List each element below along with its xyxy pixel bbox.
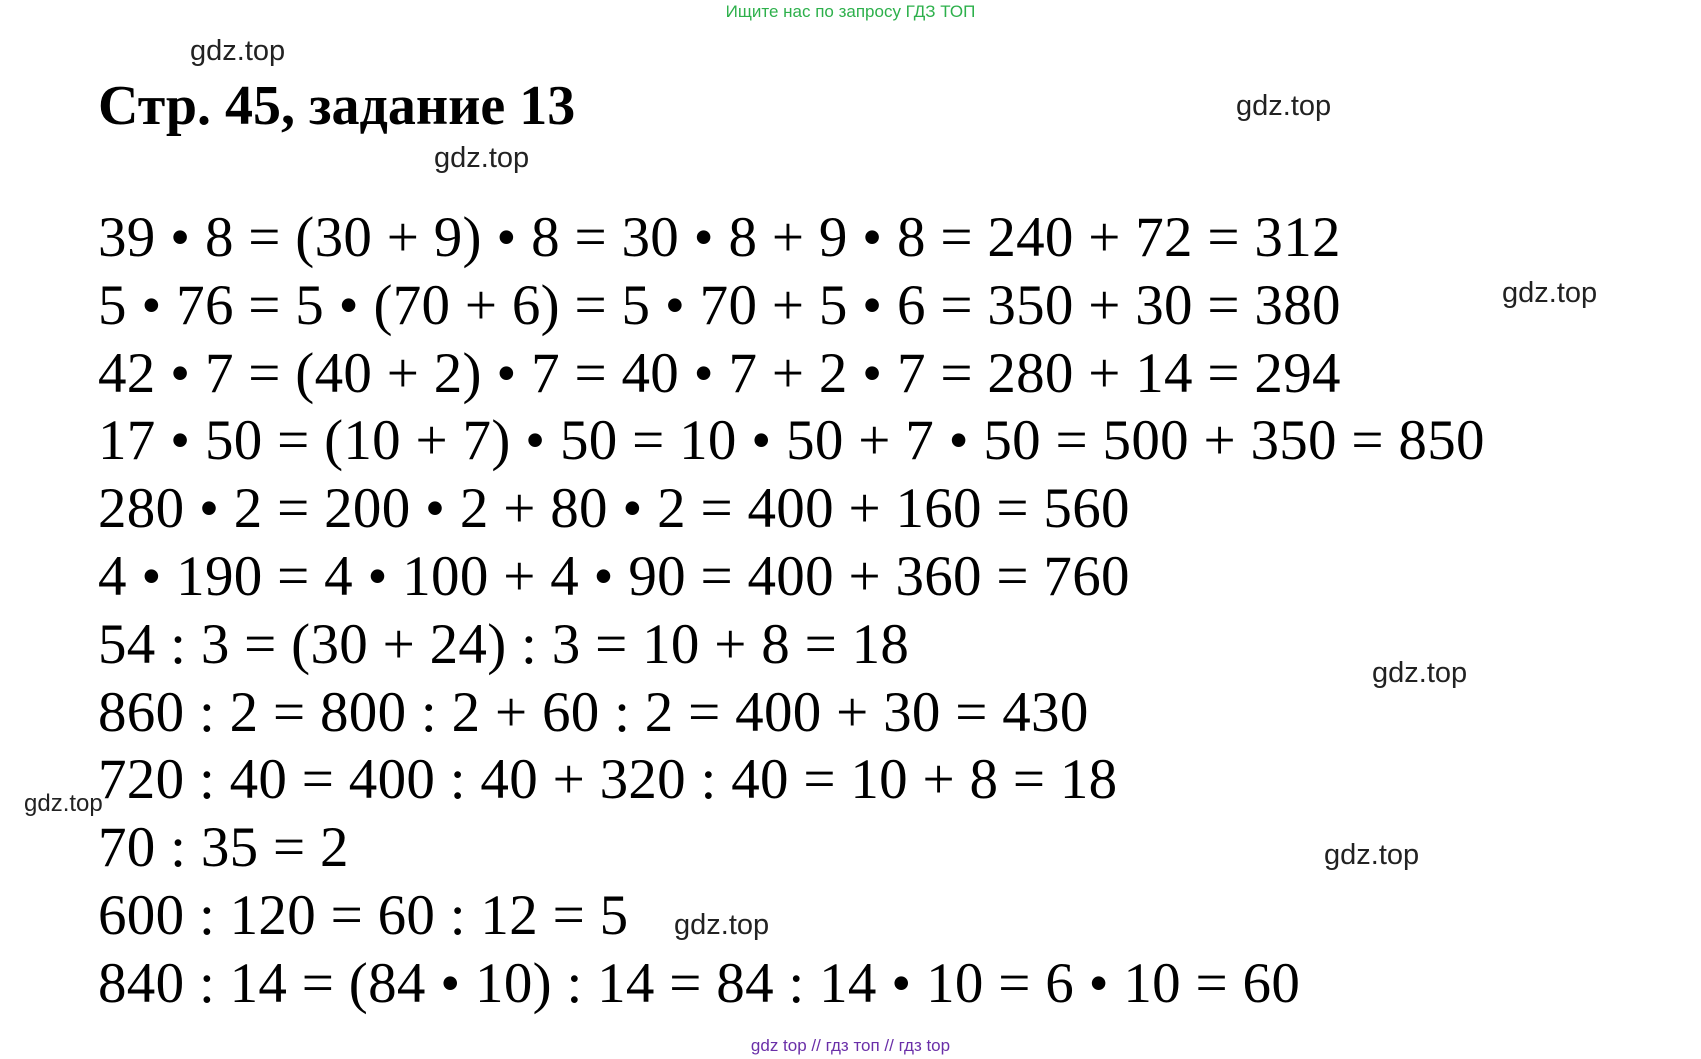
top-banner-text: Ищите нас по запросу ГДЗ ТОП [725, 2, 976, 21]
footer-text: gdz top // гдз топ // гдз top [750, 1036, 951, 1055]
equation-line-3: 42 • 7 = (40 + 2) • 7 = 40 • 7 + 2 • 7 = 280 + 14 = 294 [98, 341, 1341, 405]
equations-list [98, 204, 1485, 1018]
equation-line-10: 70 : 35 = 2 [98, 816, 349, 880]
equation-line-1: 39 • 8 = (30 + 9) • 8 = 30 • 8 + 9 • 8 = 240 + 72 = 312 [98, 206, 1341, 269]
page-title: Стр. 45, задание 13 [98, 75, 576, 137]
equation-line-9: 720 : 40 = 400 : 40 + 320 : 40 = 10 + 8 = 18 [98, 748, 1118, 812]
equation-line-6: 4 • 190 = 4 • 100 + 4 • 90 = 400 + 360 = 760 [98, 544, 1130, 608]
equation-line-8: 860 : 2 = 800 : 2 + 60 : 2 = 400 + 30 = 430 [98, 680, 1089, 744]
watermark-3: gdz.top [434, 142, 530, 174]
watermark-8: gdz.top [674, 909, 770, 941]
equation-line-5: 280 • 2 = 200 • 2 + 80 • 2 = 400 + 160 = 560 [98, 477, 1130, 541]
equation-line-7: 54 : 3 = (30 + 24) : 3 = 10 + 8 = 18 [98, 612, 910, 676]
watermark-5: gdz.top [1372, 657, 1468, 689]
watermark-1: gdz.top [190, 35, 286, 67]
watermark-6: gdz.top [24, 790, 103, 817]
equation-line-11: 600 : 120 = 60 : 12 = 5 [98, 883, 629, 947]
equation-line-4: 17 • 50 = (10 + 7) • 50 = 10 • 50 + 7 • 50 = 500 + 350 = 850 [98, 409, 1485, 473]
equation-line-2: 5 • 76 = 5 • (70 + 6) = 5 • 70 + 5 • 6 = 350 + 30 = 380 [98, 273, 1341, 337]
watermark-4: gdz.top [1502, 277, 1598, 309]
watermark-7: gdz.top [1324, 839, 1420, 871]
watermark-2: gdz.top [1236, 90, 1332, 122]
equation-line-12: 840 : 14 = (84 • 10) : 14 = 84 : 14 • 10 = 6 • 10 = 60 [98, 951, 1301, 1015]
